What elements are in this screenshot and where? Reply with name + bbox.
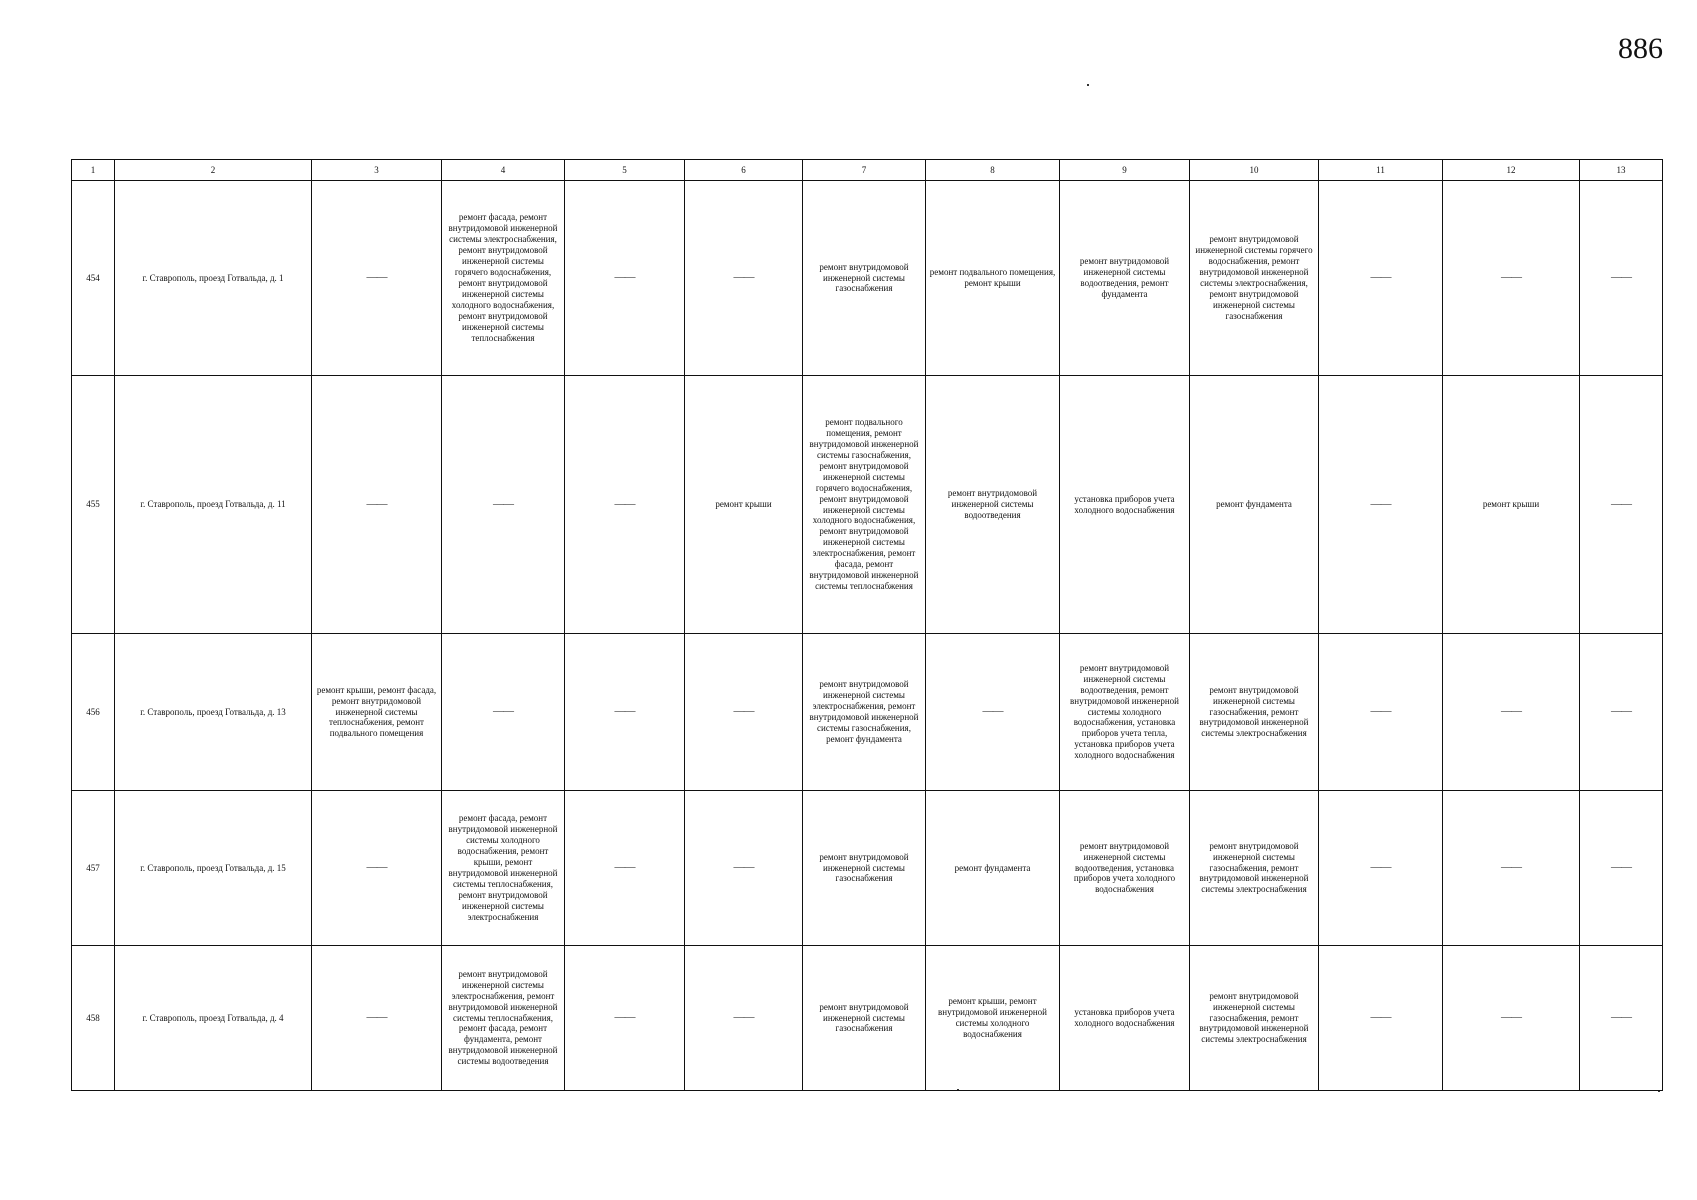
- table-cell: ремонт внутридомовой инженерной системы водоотведения, ремонт фундамента: [1060, 181, 1190, 376]
- table-cell: ——: [685, 181, 803, 376]
- row-number: 455: [72, 376, 115, 634]
- table-cell: ремонт фундамента: [926, 791, 1060, 946]
- table-cell: ——: [442, 634, 565, 791]
- table-row: [72, 376, 1663, 634]
- table-cell: ——: [312, 791, 442, 946]
- table-cell: ремонт подвального помещения, ремонт крыши: [926, 181, 1060, 376]
- table-cell: ремонт фасада, ремонт внутридомовой инженерной системы электроснабжения, ремонт внутридомовой инженерной системы горячего водоснабжения, ремонт внутридомовой инженерной системы холодного водоснабжения, ремонт внутридомовой инженерной системы теплоснабжения: [442, 181, 565, 376]
- table-cell: ——: [1580, 634, 1663, 791]
- table-cell: ——: [1580, 376, 1663, 634]
- table-row: [72, 181, 1663, 376]
- table-cell: ——: [1580, 181, 1663, 376]
- table-cell: ремонт внутридомовой инженерной системы водоотведения, ремонт внутридомовой инженерной системы холодного водоснабжения, установка приборов учета тепла, установка приборов учета холодного водоснабжения: [1060, 634, 1190, 791]
- table-cell: ——: [1443, 634, 1580, 791]
- table-cell: ——: [685, 634, 803, 791]
- table-cell: ——: [565, 946, 685, 1091]
- table-cell: ——: [1443, 791, 1580, 946]
- table-cell: ремонт крыши: [1443, 376, 1580, 634]
- page-number: 886: [1618, 32, 1663, 65]
- table-cell: ——: [565, 634, 685, 791]
- table-cell: ——: [1319, 791, 1443, 946]
- address-cell: г. Ставрополь, проезд Готвальда, д. 13: [115, 634, 312, 791]
- table-row: [72, 791, 1663, 946]
- scan-speck: [1087, 84, 1089, 86]
- table-cell: ремонт внутридомовой инженерной системы электроснабжения, ремонт внутридомовой инженерной системы теплоснабжения, ремонт фасада, ремонт фундамента, ремонт внутридомовой инженерной системы водоотведения: [442, 946, 565, 1091]
- table-cell: ——: [685, 946, 803, 1091]
- table-cell: ремонт фундамента: [1190, 376, 1319, 634]
- column-header: 1: [72, 160, 115, 181]
- table-cell: ремонт подвального помещения, ремонт внутридомовой инженерной системы газоснабжения, ремонт внутридомовой инженерной системы горячего водоснабжения, ремонт внутридомовой инженерной системы холодного водоснабжения, ремонт внутридомовой инженерной системы электроснабжения, ремонт фасада, ремонт внутридомовой инженерной системы теплоснабжения: [803, 376, 926, 634]
- column-header: 13: [1580, 160, 1663, 181]
- row-number: 458: [72, 946, 115, 1091]
- table-cell: ремонт внутридомовой инженерной системы газоснабжения, ремонт внутридомовой инженерной системы электроснабжения: [1190, 634, 1319, 791]
- table-cell: ——: [1319, 376, 1443, 634]
- table-cell: ——: [685, 791, 803, 946]
- table-cell: ——: [312, 946, 442, 1091]
- table-cell: ——: [1319, 946, 1443, 1091]
- repair-schedule-table: [71, 159, 1663, 1091]
- table-cell: ремонт внутридомовой инженерной системы водоотведения, установка приборов учета холодного водоснабжения: [1060, 791, 1190, 946]
- address-cell: г. Ставрополь, проезд Готвальда, д. 11: [115, 376, 312, 634]
- table-cell: ремонт крыши, ремонт внутридомовой инженерной системы холодного водоснабжения: [926, 946, 1060, 1091]
- table-cell: ——: [1580, 946, 1663, 1091]
- table-cell: ремонт внутридомовой инженерной системы горячего водоснабжения, ремонт внутридомовой инженерной системы электроснабжения, ремонт внутридомовой инженерной системы газоснабжения: [1190, 181, 1319, 376]
- column-header: 7: [803, 160, 926, 181]
- address-cell: г. Ставрополь, проезд Готвальда, д. 1: [115, 181, 312, 376]
- row-number: 457: [72, 791, 115, 946]
- table-cell: ——: [1580, 791, 1663, 946]
- table-cell: ремонт крыши, ремонт фасада, ремонт внутридомовой инженерной системы теплоснабжения, ремонт подвального помещения: [312, 634, 442, 791]
- column-header: 11: [1319, 160, 1443, 181]
- column-header: 4: [442, 160, 565, 181]
- column-header: 10: [1190, 160, 1319, 181]
- table-cell: ремонт крыши: [685, 376, 803, 634]
- table-cell: ——: [1319, 634, 1443, 791]
- table-cell: ремонт внутридомовой инженерной системы газоснабжения, ремонт внутридомовой инженерной системы электроснабжения: [1190, 791, 1319, 946]
- column-header: 8: [926, 160, 1060, 181]
- table-row: [72, 946, 1663, 1091]
- column-header: 6: [685, 160, 803, 181]
- column-header: 5: [565, 160, 685, 181]
- table-cell: ——: [926, 634, 1060, 791]
- table-cell: ремонт внутридомовой инженерной системы газоснабжения: [803, 791, 926, 946]
- row-number: 456: [72, 634, 115, 791]
- table-cell: ——: [565, 376, 685, 634]
- table-cell: ремонт внутридомовой инженерной системы электроснабжения, ремонт внутридомовой инженерной системы газоснабжения, ремонт фундамента: [803, 634, 926, 791]
- address-cell: г. Ставрополь, проезд Готвальда, д. 15: [115, 791, 312, 946]
- table-cell: ремонт внутридомовой инженерной системы газоснабжения: [803, 181, 926, 376]
- table-cell: ремонт внутридомовой инженерной системы водоотведения: [926, 376, 1060, 634]
- table-cell: ——: [312, 181, 442, 376]
- row-number: 454: [72, 181, 115, 376]
- address-cell: г. Ставрополь, проезд Готвальда, д. 4: [115, 946, 312, 1091]
- table-cell: ремонт внутридомовой инженерной системы газоснабжения, ремонт внутридомовой инженерной системы электроснабжения: [1190, 946, 1319, 1091]
- table-cell: установка приборов учета холодного водоснабжения: [1060, 376, 1190, 634]
- table-row: [72, 634, 1663, 791]
- table-cell: ——: [565, 181, 685, 376]
- table-cell: ——: [312, 376, 442, 634]
- table-cell: ——: [565, 791, 685, 946]
- column-header: 2: [115, 160, 312, 181]
- table-cell: ——: [1443, 946, 1580, 1091]
- table-cell: ремонт внутридомовой инженерной системы газоснабжения: [803, 946, 926, 1091]
- column-header: 3: [312, 160, 442, 181]
- table-cell: ——: [442, 376, 565, 634]
- table-cell: установка приборов учета холодного водоснабжения: [1060, 946, 1190, 1091]
- table-cell: ——: [1443, 181, 1580, 376]
- table-cell: ——: [1319, 181, 1443, 376]
- column-number-row: [72, 160, 1663, 181]
- table-cell: ремонт фасада, ремонт внутридомовой инженерной системы холодного водоснабжения, ремонт крыши, ремонт внутридомовой инженерной системы теплоснабжения, ремонт внутридомовой инженерной системы электроснабжения: [442, 791, 565, 946]
- column-header: 12: [1443, 160, 1580, 181]
- column-header: 9: [1060, 160, 1190, 181]
